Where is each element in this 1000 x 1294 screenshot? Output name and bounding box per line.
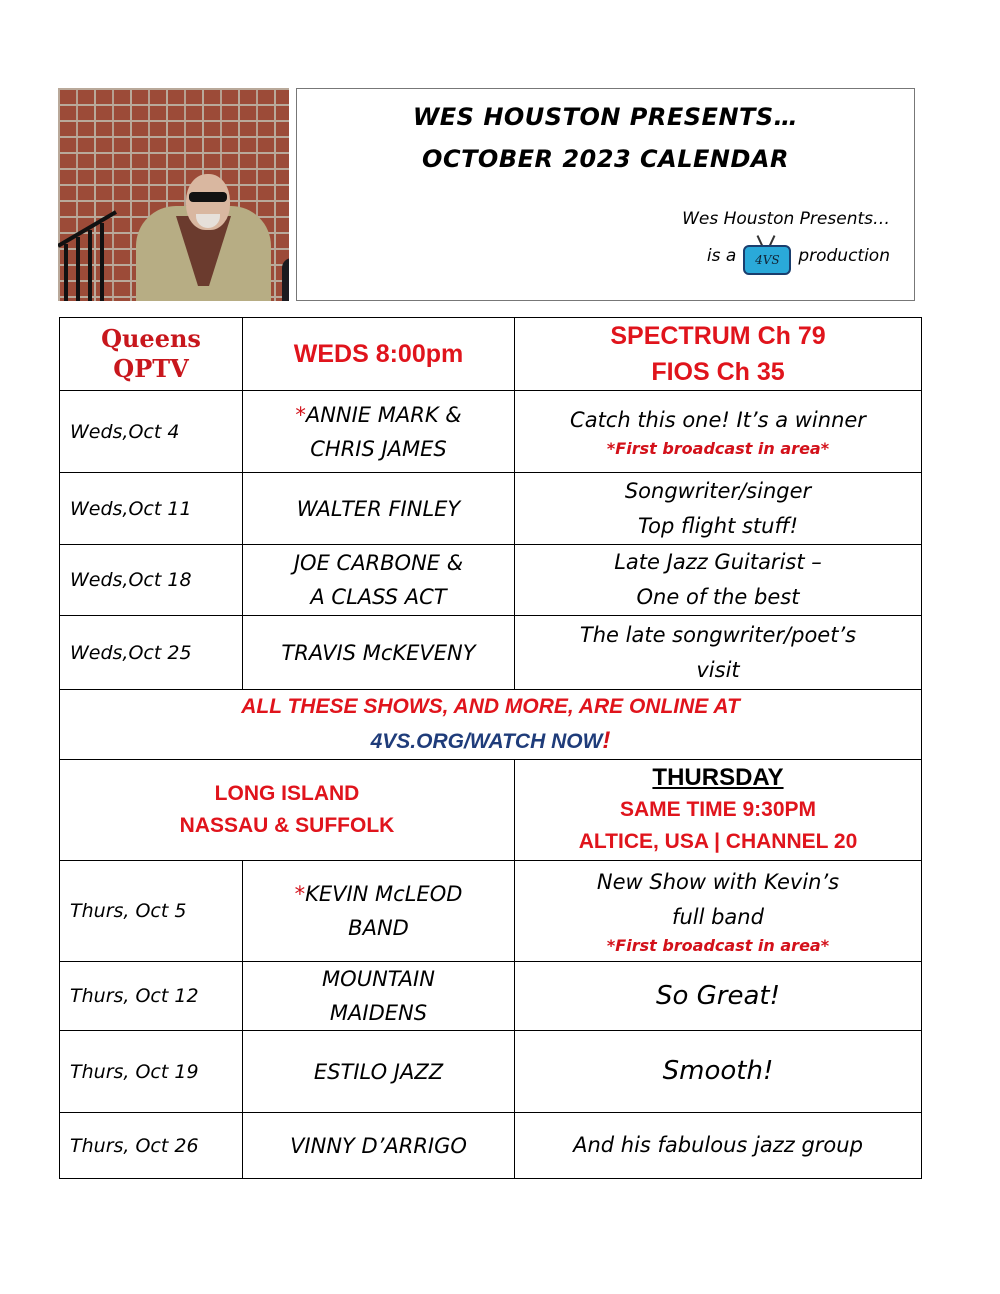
tv-logo-icon — [742, 235, 792, 277]
show-note — [515, 1113, 922, 1179]
new-star: * — [294, 882, 306, 906]
act-line1: JOE CARBONE & — [293, 551, 464, 575]
show-act — [243, 391, 515, 473]
act-line1: MOUNTAIN — [322, 967, 435, 991]
station-line2: QPTV — [113, 354, 189, 383]
act-line2: CHRIS JAMES — [310, 436, 447, 461]
show-act — [243, 545, 515, 616]
show-date: Weds,Oct 11 — [60, 473, 243, 545]
online-line1: ALL THESE SHOWS, AND MORE, ARE ONLINE AT — [241, 695, 740, 718]
channel-cell — [515, 318, 922, 391]
online-row — [60, 690, 922, 760]
production-text: production — [798, 246, 890, 266]
show-note — [515, 391, 922, 473]
show-note — [515, 545, 922, 616]
show-date: Thurs, Oct 5 — [60, 861, 243, 962]
calendar-table — [59, 317, 922, 1179]
act-line2: BAND — [348, 916, 409, 940]
first-broadcast-note: *First broadcast in area* — [606, 936, 830, 955]
show-date: Weds,Oct 4 — [60, 391, 243, 473]
broadcast-time: WEDS 8:00pm — [293, 340, 464, 368]
region-line2: NASSAU & SUFFOLK — [179, 814, 395, 837]
show-act — [243, 1031, 515, 1113]
online-url[interactable]: 4VS.ORG/WATCH NOW — [370, 730, 603, 753]
note-line1: Smooth! — [662, 1056, 774, 1086]
act-line1: TRAVIS McKEVENY — [281, 640, 476, 665]
online-bang: ! — [602, 727, 611, 754]
qptv-header-row — [60, 318, 922, 391]
page-title: WES HOUSTON PRESENTS… — [412, 103, 799, 131]
first-broadcast-note: *First broadcast in area* — [606, 439, 830, 458]
show-date: Thurs, Oct 12 — [60, 962, 243, 1031]
thursday-cell — [515, 760, 922, 861]
table-row — [60, 545, 922, 616]
show-note — [515, 861, 922, 962]
thursday-time: SAME TIME 9:30PM — [619, 798, 817, 821]
show-act — [243, 473, 515, 545]
show-note — [515, 473, 922, 545]
production-credit — [707, 231, 890, 281]
note-line2: Top flight stuff! — [637, 513, 799, 538]
station-line1: Queens — [101, 324, 201, 353]
table-row — [60, 962, 922, 1031]
show-act — [243, 962, 515, 1031]
note-line1: The late songwriter/poet’s — [579, 622, 857, 647]
show-date: Weds,Oct 18 — [60, 545, 243, 616]
logo-text: 4VS — [743, 245, 791, 275]
show-note — [515, 962, 922, 1031]
host-photo — [58, 88, 289, 301]
day-heading: THURSDAY — [652, 764, 784, 791]
online-cell — [60, 690, 922, 760]
station-cell — [60, 318, 243, 391]
show-date: Thurs, Oct 26 — [60, 1113, 243, 1179]
act-line1: WALTER FINLEY — [296, 496, 461, 521]
act-line2: A CLASS ACT — [310, 585, 447, 609]
act-line1: VINNY D’ARRIGO — [290, 1133, 467, 1158]
show-act — [243, 616, 515, 690]
table-row — [60, 1031, 922, 1113]
table-row — [60, 616, 922, 690]
show-act — [243, 1113, 515, 1179]
railing — [58, 206, 118, 301]
new-star: * — [295, 402, 306, 427]
note-line1: Catch this one! It’s a winner — [570, 408, 866, 432]
act-line1: KEVIN McLEOD — [305, 882, 463, 906]
region-line1: LONG ISLAND — [214, 782, 360, 805]
time-cell — [243, 318, 515, 391]
note-line1: New Show with Kevin’s — [596, 870, 840, 894]
note-line1: So Great! — [655, 980, 781, 1011]
region-cell — [60, 760, 515, 861]
act-line1: ANNIE MARK & — [305, 402, 462, 427]
table-row — [60, 473, 922, 545]
channel-line2: FIOS Ch 35 — [651, 358, 785, 386]
title-box — [296, 88, 915, 301]
thursday-channel: ALTICE, USA | CHANNEL 20 — [578, 830, 858, 853]
note-line1: Late Jazz Guitarist – — [614, 550, 822, 574]
show-act — [243, 861, 515, 962]
show-note — [515, 616, 922, 690]
table-row — [60, 1113, 922, 1179]
note-line1: Songwriter/singer — [624, 478, 812, 503]
is-a-text: is a — [706, 246, 737, 266]
note-line1: And his fabulous jazz group — [573, 1133, 863, 1157]
presents-text: Wes Houston Presents… — [682, 209, 890, 229]
long-island-header-row — [60, 760, 922, 861]
show-date: Weds,Oct 25 — [60, 616, 243, 690]
note-line2: full band — [672, 905, 764, 929]
table-row — [60, 391, 922, 473]
channel-line1: SPECTRUM Ch 79 — [610, 322, 826, 350]
show-note — [515, 1031, 922, 1113]
act-line2: MAIDENS — [329, 1001, 428, 1025]
act-line1: ESTILO JAZZ — [313, 1059, 444, 1084]
guitar-case — [282, 258, 289, 301]
online-link[interactable] — [60, 724, 921, 759]
show-date: Thurs, Oct 19 — [60, 1031, 243, 1113]
table-row — [60, 861, 922, 962]
page-subtitle: OCTOBER 2023 CALENDAR — [422, 145, 789, 173]
note-line2: One of the best — [636, 585, 800, 609]
note-line2: visit — [696, 657, 740, 682]
